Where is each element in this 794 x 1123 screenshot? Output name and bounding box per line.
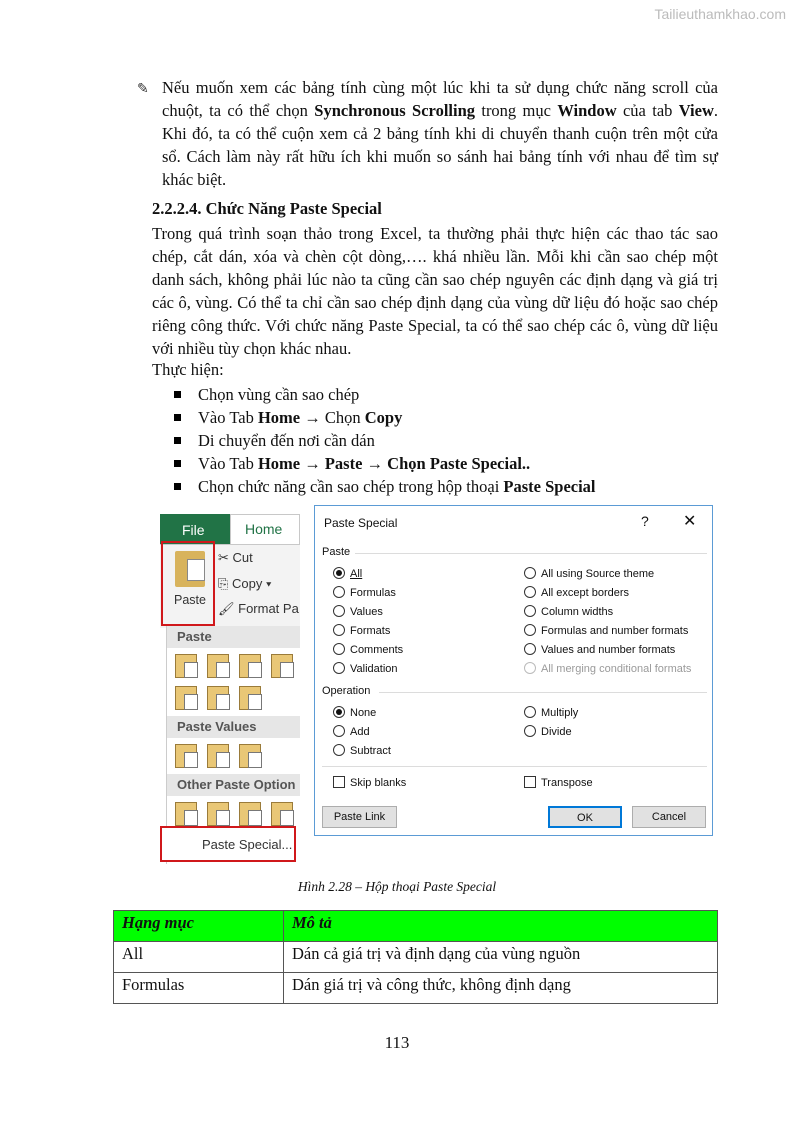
table-cell: Formulas (114, 973, 284, 1004)
formatting-icon[interactable] (175, 802, 197, 826)
paste-button[interactable] (161, 541, 215, 626)
radio-comments[interactable]: Comments (333, 643, 403, 656)
figure-caption: Hình 2.28 – Hộp thoại Paste Special (297, 879, 497, 894)
tab-home[interactable]: Home (230, 514, 300, 544)
radio-icon (333, 586, 345, 598)
checkbox-icon (524, 776, 536, 788)
radio-formulas-number-formats[interactable]: Formulas and number formats (524, 624, 688, 637)
menu-section-paste: Paste (167, 626, 300, 648)
table-header-cell: Hạng mục (114, 911, 284, 942)
radio-icon (524, 662, 536, 674)
radio-all-source-theme[interactable]: All using Source theme (524, 567, 654, 580)
radio-add[interactable]: Add (333, 725, 370, 738)
paste-special-dialog (314, 505, 713, 836)
radio-validation[interactable]: Validation (333, 662, 398, 675)
copy-button[interactable]: ⎘ Copy ▾ (218, 576, 272, 591)
ok-button[interactable]: OK (548, 806, 622, 828)
page-number: 113 (384, 1033, 410, 1052)
radio-all[interactable]: All (333, 567, 362, 580)
table-row (114, 942, 718, 973)
transpose-icon[interactable] (239, 686, 261, 710)
radio-icon (333, 744, 345, 756)
radio-none[interactable]: None (333, 706, 376, 719)
paste-special-menu-item[interactable]: Paste Special... (160, 826, 296, 862)
radio-icon (524, 706, 536, 718)
tab-file[interactable]: File (160, 514, 230, 544)
divider (322, 766, 707, 767)
bullet-icon (174, 414, 181, 421)
radio-formats[interactable]: Formats (333, 624, 390, 637)
list-item: Chọn vùng cần sao chép (174, 383, 596, 406)
radio-icon (524, 725, 536, 737)
dialog-title: Paste Special (324, 516, 398, 530)
list-item: Di chuyển đến nơi cần dán (174, 429, 596, 452)
radio-icon (333, 567, 345, 579)
cut-button[interactable]: ✂ Cut (218, 550, 253, 565)
steps-lead: Thực hiện: (152, 360, 224, 379)
paste-label: Paste (174, 593, 206, 607)
radio-divide[interactable]: Divide (524, 725, 572, 738)
watermark: Tailieuthamkhao.com (654, 6, 786, 22)
paste-group-label: Paste (322, 546, 351, 558)
bullet-icon (174, 460, 181, 467)
radio-icon (524, 586, 536, 598)
radio-icon (524, 624, 536, 636)
list-item: Vào Tab Home → Chọn Copy (174, 406, 596, 429)
keep-column-widths-icon[interactable] (207, 686, 229, 710)
pencil-icon: ✎ (137, 82, 149, 97)
body-paragraph: Trong quá trình soạn thảo trong Excel, ta thường phải thực hiện các thao tác sao chép, cắt dán, xóa và chèn cột dòng,…. khá nhiều lần. Mỗi khi cần sao chép một danh sách, không phải lúc nào ta cũng cần sao chép nguyên các định dạng và giá trị các ô, vùng. Có thể ta chỉ cần sao chép định dạng của vùng dữ liệu đó hoặc sao chép riêng công thức. Với chức năng Paste Special, ta có thể sao chép các ô, vùng dữ liệu với nhiều tùy chọn khác nhau. (152, 224, 718, 358)
radio-values[interactable]: Values (333, 605, 383, 618)
radio-all-except-borders[interactable]: All except borders (524, 586, 629, 599)
menu-section-paste-values: Paste Values (167, 716, 300, 738)
bullet-icon (174, 391, 181, 398)
radio-values-number-formats[interactable]: Values and number formats (524, 643, 675, 656)
cancel-button[interactable]: Cancel (632, 806, 706, 828)
divider (379, 692, 707, 693)
table-cell: Dán cả giá trị và định dạng của vùng nguồn (284, 942, 718, 973)
steps-list (174, 383, 596, 498)
radio-icon (333, 706, 345, 718)
radio-icon (333, 662, 345, 674)
paste-link-icon[interactable] (207, 802, 229, 826)
checkbox-icon (333, 776, 345, 788)
table-cell: All (114, 942, 284, 973)
radio-subtract[interactable]: Subtract (333, 744, 391, 757)
radio-icon (333, 725, 345, 737)
no-borders-icon[interactable] (175, 686, 197, 710)
radio-all-merging-conditional: All merging conditional formats (524, 662, 691, 675)
section-heading: 2.2.2.4. Chức Năng Paste Special (152, 199, 382, 218)
table-cell: Dán giá trị và công thức, không định dạng (284, 973, 718, 1004)
table-row (114, 973, 718, 1004)
note-paragraph: Nếu muốn xem các bảng tính cùng một lúc khi ta sử dụng chức năng scroll của chuột, ta có thể chọn Synchronous Scrolling trong mục Window của tab View. Khi đó, ta có thể cuộn xem cả 2 bảng tính khi di chuyển thanh cuộn trên một cửa sổ. Cách làm này rất hữu ích khi muốn so sánh hai bảng tính với nhau để tìm sự khác biệt. (162, 78, 719, 189)
picture-icon[interactable] (239, 802, 261, 826)
paste-options-table (113, 910, 718, 1004)
format-painter-button[interactable]: 🖌 Format Pa (218, 601, 299, 616)
linked-picture-icon[interactable] (271, 802, 293, 826)
paste-icon[interactable] (175, 654, 197, 678)
radio-icon (524, 643, 536, 655)
values-icon[interactable] (175, 744, 197, 768)
radio-icon (524, 605, 536, 617)
divider (355, 553, 707, 554)
menu-section-other-paste: Other Paste Option (167, 774, 300, 796)
skip-blanks-checkbox[interactable]: Skip blanks (333, 776, 406, 789)
list-item: Vào Tab Home → Paste → Chọn Paste Special.. (174, 452, 596, 475)
values-source-format-icon[interactable] (239, 744, 261, 768)
values-number-format-icon[interactable] (207, 744, 229, 768)
help-icon[interactable]: ? (641, 513, 649, 529)
close-icon[interactable]: ✕ (683, 513, 697, 530)
radio-icon (524, 567, 536, 579)
paste-link-button[interactable]: Paste Link (322, 806, 397, 828)
clipboard-icon (175, 551, 205, 587)
table-header-row (114, 911, 718, 942)
keep-source-formatting-icon[interactable] (271, 654, 293, 678)
bullet-icon (174, 437, 181, 444)
paste-formulas-icon[interactable] (207, 654, 229, 678)
radio-column-widths[interactable]: Column widths (524, 605, 613, 618)
bullet-icon (174, 483, 181, 490)
operation-group-label: Operation (322, 685, 371, 697)
radio-formulas[interactable]: Formulas (333, 586, 396, 599)
list-item: Chọn chức năng cần sao chép trong hộp thoại Paste Special (174, 475, 596, 498)
radio-multiply[interactable]: Multiply (524, 706, 578, 719)
transpose-checkbox[interactable]: Transpose (524, 776, 593, 789)
excel-ribbon-screenshot (160, 506, 300, 864)
paste-formulas-number-icon[interactable] (239, 654, 261, 678)
radio-icon (333, 624, 345, 636)
table-header-cell: Mô tả (284, 911, 718, 942)
radio-icon (333, 643, 345, 655)
radio-icon (333, 605, 345, 617)
